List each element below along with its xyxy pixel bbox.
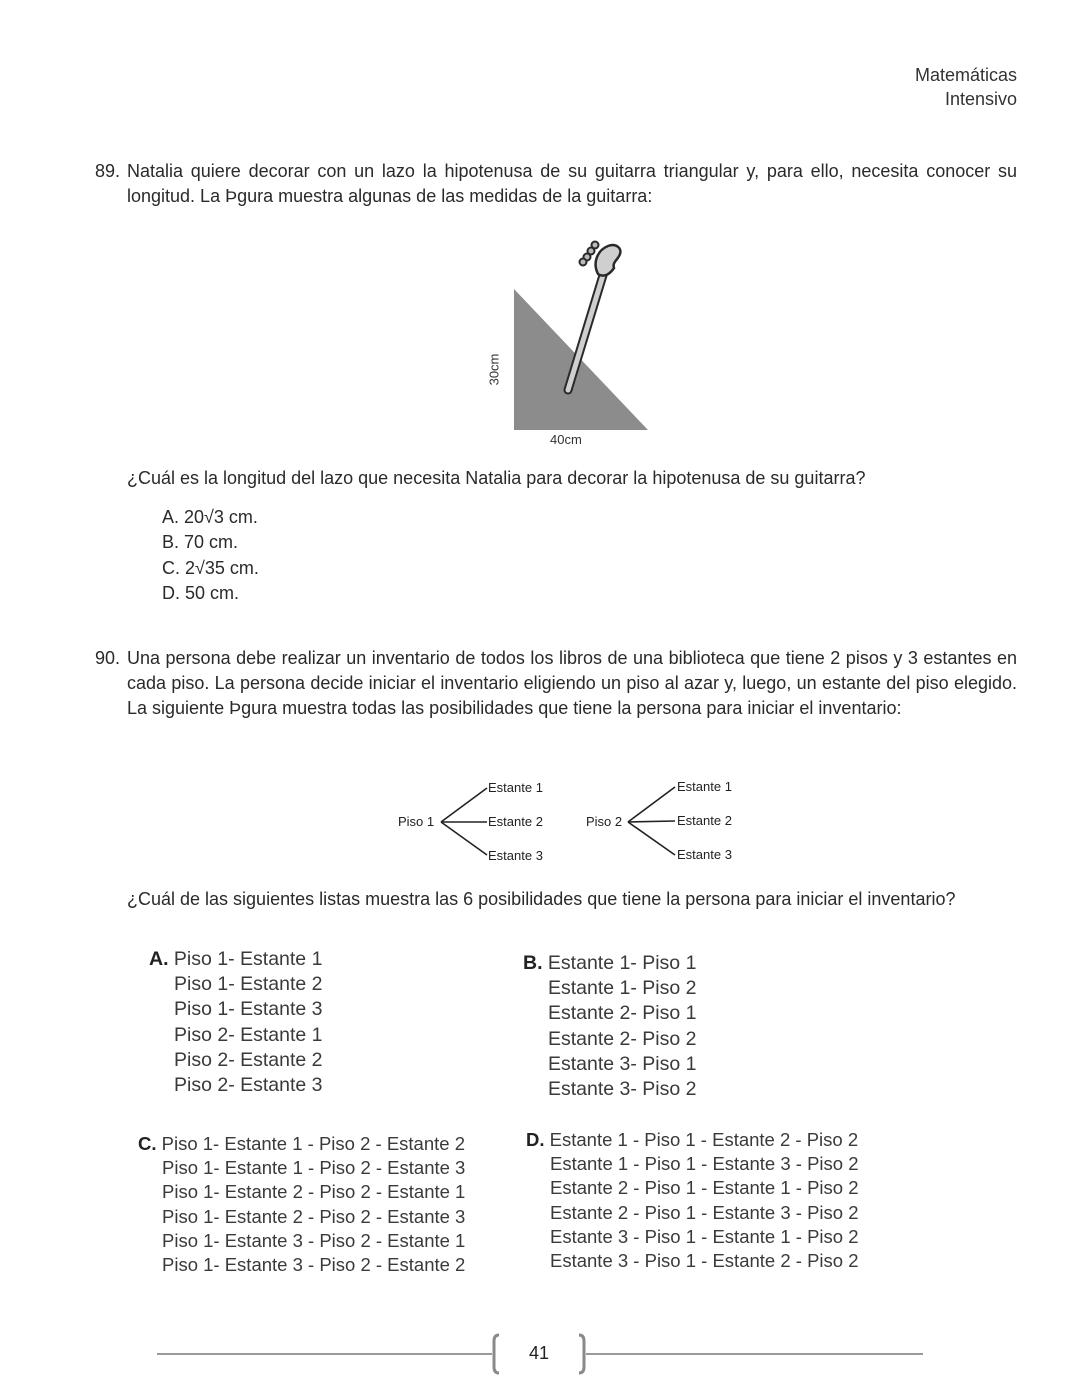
height-label-text: 30cm: [486, 353, 502, 386]
option-letter: C.: [138, 1133, 157, 1154]
tree-branch: Estante 3: [488, 848, 543, 863]
page-number: 41: [529, 1343, 550, 1363]
list-item: Piso 1- Estante 1 - Piso 2 - Estante 3: [162, 1157, 466, 1179]
tree-branch: Estante 2: [677, 813, 732, 828]
tree-branch: Estante 1: [677, 779, 732, 794]
tree-root-piso-2: Piso 2: [586, 814, 623, 829]
question-89: [95, 159, 1017, 209]
question-89-options: [162, 505, 259, 606]
list-item: Estante 1 - Piso 1 - Estante 2 - Piso 2: [549, 1129, 859, 1150]
list-item: Piso 1- Estante 1 - Piso 2 - Estante 2: [161, 1133, 465, 1154]
list-item: Piso 1- Estante 3: [174, 998, 323, 1021]
list-item: Piso 2- Estante 3: [174, 1074, 323, 1097]
list-item: Piso 1- Estante 2 - Piso 2 - Estante 3: [162, 1205, 466, 1227]
list-item: Estante 3 - Piso 1 - Estante 1 - Piso 2: [550, 1225, 859, 1247]
option-letter: D.: [526, 1129, 545, 1150]
question-number: 89.: [95, 161, 121, 181]
tree-root-piso-1: Piso 1: [398, 814, 435, 829]
list-item: Estante 2- Piso 2: [548, 1027, 697, 1050]
list-item: Piso 2- Estante 2: [174, 1048, 323, 1071]
list-item: Estante 2- Piso 1: [548, 1002, 697, 1025]
question-text: Natalia quiere decorar con un lazo la hipotenusa de su guitarra triangular y, para ello, necesita conocer su longitud. La Þgura muestra algunas de las medidas de la guitarra:: [127, 161, 1017, 206]
list-item: Piso 1- Estante 3 - Piso 2 - Estante 1: [162, 1229, 466, 1251]
option-c-list[interactable]: [138, 1132, 465, 1277]
option-d-list[interactable]: [526, 1128, 858, 1273]
guitar-triangle-figure: [480, 232, 670, 452]
option-b[interactable]: B. 70 cm.: [162, 532, 239, 553]
option-d[interactable]: D. 50 cm.: [162, 582, 240, 603]
list-item: Estante 3- Piso 1: [548, 1052, 697, 1075]
list-item: Estante 1- Piso 1: [547, 952, 697, 974]
list-item: Estante 1 - Piso 1 - Estante 3 - Piso 2: [550, 1153, 859, 1175]
base-label: 40cm: [550, 432, 582, 447]
list-item: Estante 3 - Piso 1 - Estante 2 - Piso 2: [550, 1250, 859, 1272]
height-label: [482, 350, 506, 390]
list-item: Estante 2 - Piso 1 - Estante 1 - Piso 2: [550, 1177, 859, 1199]
tree-branch: Estante 1: [488, 780, 543, 795]
option-c[interactable]: C. 2√35 cm.: [162, 557, 259, 578]
list-item: Piso 1- Estante 2: [174, 973, 323, 996]
question-number: 90.: [95, 648, 121, 668]
list-item: Estante 3- Piso 2: [548, 1078, 697, 1101]
question-90-prompt: ¿Cuál de las siguientes listas muestra las 6 posibilidades que tiene la persona para iniciar el inventario?: [127, 889, 956, 909]
tree-branch: Estante 3: [677, 847, 732, 862]
option-a-list[interactable]: [149, 947, 323, 1098]
tree-branch: Estante 2: [488, 814, 543, 829]
question-89-prompt: ¿Cuál es la longitud del lazo que necesita Natalia para decorar la hipotenusa de su guitarra?: [127, 468, 866, 488]
option-a[interactable]: A. 20√3 cm.: [162, 507, 258, 527]
option-letter: B.: [523, 952, 543, 974]
list-item: Piso 1- Estante 3 - Piso 2 - Estante 2: [162, 1254, 466, 1276]
header-level: Intensivo: [944, 89, 1017, 109]
list-item: Piso 1- Estante 1: [173, 948, 323, 970]
question-text: Una persona debe realizar un inventario de todos los libros de una biblioteca que tiene 2 pisos y 3 estantes en cada piso. La persona decide iniciar el inventario eligiendo un piso al azar y, luego, un estante del piso elegido. La siguiente Þgura muestra todas las posibilidades que tiene la persona para iniciar el inventario:: [127, 648, 1017, 718]
list-item: Estante 1- Piso 2: [548, 977, 697, 1000]
tree-diagram: [395, 772, 755, 868]
option-b-list[interactable]: [523, 951, 697, 1102]
option-letter: A.: [149, 948, 169, 970]
footer-rule-left: [157, 1353, 492, 1355]
list-item: Estante 2 - Piso 1 - Estante 3 - Piso 2: [550, 1201, 859, 1223]
question-90: [95, 646, 1017, 721]
footer-rule-right: [586, 1353, 923, 1355]
list-item: Piso 2- Estante 1: [174, 1023, 323, 1046]
page-header: [915, 63, 1017, 111]
header-subject: Matemáticas: [914, 65, 1017, 85]
list-item: Piso 1- Estante 2 - Piso 2 - Estante 1: [162, 1181, 466, 1203]
